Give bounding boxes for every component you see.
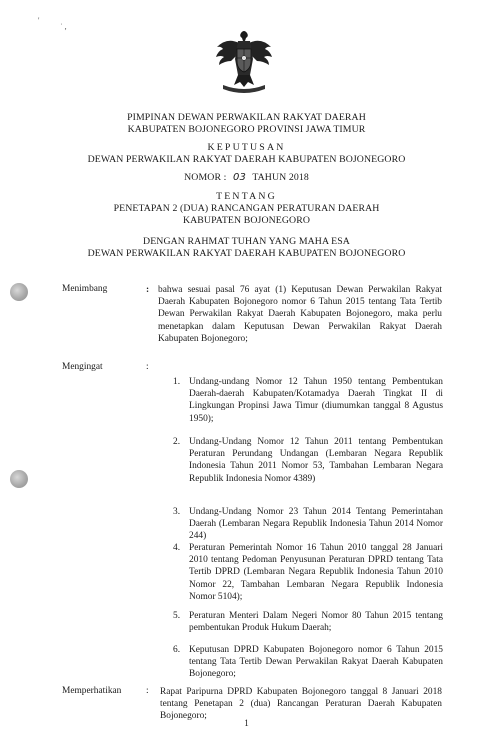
garuda-emblem-icon — [209, 27, 279, 97]
page-number: 1 — [244, 718, 249, 728]
issuer-line: DEWAN PERWAKILAN RAKYAT DAERAH KABUPATEN BOJONEGORO — [87, 154, 406, 165]
mengingat-colon: : — [146, 362, 149, 372]
mengingat-label: Mengingat — [62, 362, 103, 372]
header-line-1: PIMPINAN DEWAN PERWAKILAN RAKYAT DAERAH — [127, 112, 366, 123]
item-text: Undang-Undang Nomor 23 Tahun 2014 Tentang Pemerintahan Daerah (Lembaran Negara Republik Indonesia Tahun 2014 Nomor 244) — [189, 507, 443, 542]
memperhatikan-colon: : — [146, 686, 149, 696]
item-text: Undang-Undang Nomor 12 Tahun 2011 tentang Pembentukan Peraturan Perundang Undangan (Lembaran Negara Republik Indonesia Tahun 2011 Nomor 53, Tambahan Lembaran Negara Republik Indonesia Nomor 4389) — [189, 437, 443, 484]
mengingat-item — [173, 542, 443, 604]
nomor-label: NOMOR : — [184, 172, 227, 183]
item-number: 2. — [173, 437, 181, 447]
mengingat-item — [173, 436, 443, 498]
subject-line-2: KABUPATEN BOJONEGORO — [182, 215, 311, 226]
menimbang-text: bahwa sesuai pasal 76 ayat (1) Keputusan Dewan Perwakilan Rakyat Daerah Kabupaten Bojonegoro nomor 6 Tahun 2015 tentang Tata Tertib Dewan Perwakilan Rakyat Daerah Kabupaten Bojonegoro, maka perlu menetapkan dalam Keputusan Dewan Perwakilan Rakyat Daerah Kabupaten Bojonegoro; — [158, 285, 442, 344]
item-text: Undang-undang Nomor 12 Tahun 1950 tentang Pembentukan Daerah-daerah Kabupaten/Kotamadya Daerah Tingkat II di Lingkungan Propinsi Jawa Timur (diumumkan tanggal 8 Agustus 1950); — [189, 377, 443, 424]
menimbang-label: Menimbang — [62, 284, 108, 294]
binder-hole — [10, 283, 28, 301]
item-number: 1. — [173, 377, 181, 387]
binder-hole — [10, 470, 28, 488]
memperhatikan-text: Rapat Paripurna DPRD Kabupaten Bojonegoro tanggal 8 Januari 2018 tentang Penetapan 2 (dua) Rancangan Peraturan Daerah Kabupaten Bojonegoro; — [160, 687, 442, 722]
item-number: 4. — [173, 543, 181, 553]
item-text: Peraturan Menteri Dalam Negeri Nomor 80 Tahun 2015 tentang pembentukan Produk Hukum Daerah; — [189, 611, 443, 634]
item-text: Keputusan DPRD Kabupaten Bojonegoro nomor 6 Tahun 2015 tentang Tata Tertib Dewan Perwakilan Rakyat Daerah Kabupaten Bojonegoro; — [189, 645, 443, 680]
item-number: 6. — [173, 645, 181, 655]
item-text: Peraturan Pemerintah Nomor 16 Tahun 2010 tanggal 28 Januari 2010 tentang Pedoman Penyusunan Peraturan DPRD tentang Tata Tertib DPRD (Lembaran Negara Republik Indonesia Tahun 2010 Nomor 22, Tambahan Lembaran Negara Republik Indonesia Nomor 5104); — [189, 543, 443, 602]
scan-speck: ' — [38, 16, 40, 25]
mengingat-item — [173, 644, 443, 682]
mengingat-item — [173, 610, 443, 636]
item-number: 3. — [173, 507, 181, 517]
mengingat-item — [173, 376, 443, 426]
nomor-value: 03 — [233, 172, 246, 183]
item-number: 5. — [173, 611, 181, 621]
document-title: KEPUTUSAN — [207, 142, 286, 153]
header-line-2: KABUPATEN BOJONEGORO PROVINSI JAWA TIMUR — [127, 124, 366, 135]
memperhatikan-label: Memperhatikan — [62, 686, 122, 696]
rahmat-line-2: DEWAN PERWAKILAN RAKYAT DAERAH KABUPATEN BOJONEGORO — [87, 248, 406, 259]
document-number — [0, 172, 493, 183]
nomor-year: TAHUN 2018 — [252, 172, 309, 183]
rahmat-line-1: DENGAN RAHMAT TUHAN YANG MAHA ESA — [143, 236, 350, 247]
tentang-heading: TENTANG — [216, 191, 277, 202]
menimbang-colon: : — [146, 285, 150, 295]
mengingat-item — [173, 506, 443, 542]
scan-speck: ˙ , — [60, 22, 67, 31]
subject-line-1: PENETAPAN 2 (DUA) RANCANGAN PERATURAN DAERAH — [113, 203, 380, 214]
